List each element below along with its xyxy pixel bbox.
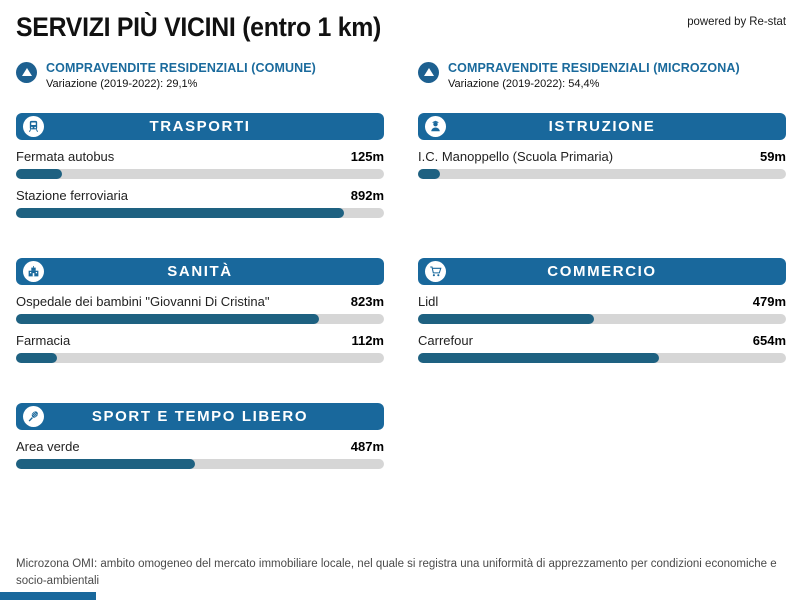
section-header (16, 113, 384, 140)
badge-title: COMPRAVENDITE RESIDENZIALI (COMUNE) (46, 61, 316, 75)
distance-bar-track (418, 314, 786, 324)
badge-subtitle: Variazione (2019-2022): 29,1% (46, 78, 198, 90)
distance-row (418, 294, 786, 324)
distance-bar-fill (418, 169, 440, 179)
distance-value: 112m (351, 333, 384, 348)
page-title: SERVIZI PIÙ VICINI (entro 1 km) (16, 12, 382, 42)
distance-bar-track (418, 169, 786, 179)
distance-bar-fill (418, 314, 594, 324)
distance-bar-fill (16, 353, 57, 363)
bottom-accent-bar (0, 592, 96, 600)
section-sport (16, 403, 384, 469)
distance-bar-fill (418, 353, 659, 363)
distance-bar-fill (16, 314, 319, 324)
distance-row (16, 333, 384, 363)
distance-bar-track (16, 459, 384, 469)
hospital-icon (23, 261, 44, 282)
distance-row (16, 439, 384, 469)
distance-bar-track (16, 208, 384, 218)
distance-value: 59m (759, 149, 786, 164)
distance-bar-track (16, 169, 384, 179)
racket-icon (23, 406, 44, 427)
distance-value: 892m (350, 188, 384, 203)
distance-row (418, 149, 786, 179)
section-header (418, 113, 786, 140)
distance-row (418, 333, 786, 363)
powered-by-label: powered by Re-stat (687, 14, 786, 28)
section-header (16, 403, 384, 430)
badge-title: COMPRAVENDITE RESIDENZIALI (MICROZONA) (448, 61, 740, 75)
section-title: TRASPORTI (149, 118, 251, 135)
section-trasporti (16, 113, 384, 218)
distance-row (16, 188, 384, 218)
distance-value: 125m (350, 149, 384, 164)
distance-row (16, 294, 384, 324)
distance-value: 823m (350, 294, 384, 309)
place-label: Farmacia (16, 333, 71, 348)
section-header (418, 258, 786, 285)
section-istruzione (418, 113, 786, 179)
place-label: Area verde (16, 439, 80, 454)
train-icon (23, 116, 44, 137)
badge-subtitle: Variazione (2019-2022): 54,4% (448, 78, 600, 90)
place-label: Ospedale dei bambini "Giovanni Di Cristina" (16, 294, 270, 309)
section-title: SPORT E TEMPO LIBERO (91, 408, 309, 425)
student-icon (425, 116, 446, 137)
section-title: SANITÀ (167, 263, 233, 280)
distance-value: 654m (752, 333, 786, 348)
distance-bar-fill (16, 459, 195, 469)
distance-bar-fill (16, 169, 62, 179)
place-label: I.C. Manoppello (Scuola Primaria) (418, 149, 614, 164)
distance-bar-track (16, 314, 384, 324)
section-title: ISTRUZIONE (548, 118, 656, 135)
place-label: Lidl (418, 294, 439, 309)
distance-row (16, 149, 384, 179)
variation-badge-comune (16, 61, 316, 90)
distance-value: 487m (350, 439, 384, 454)
place-label: Fermata autobus (16, 149, 115, 164)
variation-badge-microzona (418, 61, 740, 90)
delta-icon (418, 62, 439, 83)
cart-icon (425, 261, 446, 282)
place-label: Stazione ferroviaria (16, 188, 128, 203)
section-sanita (16, 258, 384, 363)
section-commercio (418, 258, 786, 363)
distance-bar-track (16, 353, 384, 363)
section-title: COMMERCIO (547, 263, 657, 280)
distance-bar-fill (16, 208, 344, 218)
distance-value: 479m (752, 294, 786, 309)
section-header (16, 258, 384, 285)
place-label: Carrefour (418, 333, 473, 348)
delta-icon (16, 62, 37, 83)
distance-bar-track (418, 353, 786, 363)
microzona-footnote: Microzona OMI: ambito omogeneo del mercato immobiliare locale, nel quale si registra una uniformità di apprezzamento per condizioni economiche e socio-ambientali (16, 558, 777, 587)
